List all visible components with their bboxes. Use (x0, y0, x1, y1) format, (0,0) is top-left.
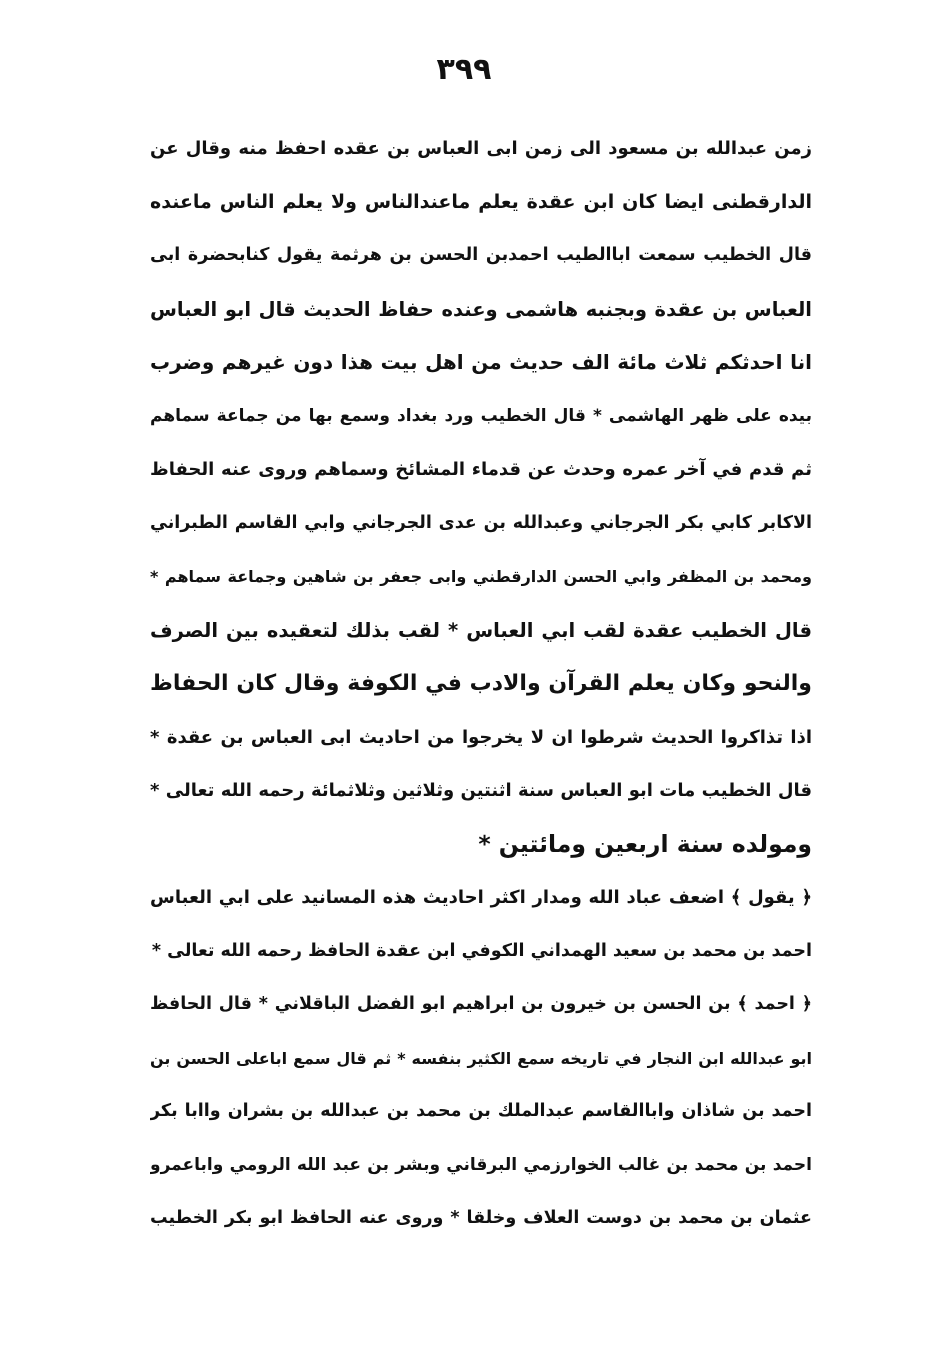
text-line: قال الخطيب عقدة لقب ابي العباس * لقب بذلك لتعقيده بين الصرف (150, 618, 812, 642)
text-line: ثم قدم في آخر عمره وحدث عن قدماء المشائخ وسماهم وروى عنه الحفاظ (150, 459, 812, 480)
text-line: اذا تذاكروا الحديث شرطوا ان لا يخرجوا من احاديث ابى العباس بن عقدة * (150, 726, 812, 748)
body-text (150, 122, 812, 1246)
text-line: قال الخطيب مات ابو العباس سنة اثنتين وثلاثين وثلاثمائة رحمه الله تعالى * (150, 780, 812, 801)
text-line: عثمان بن محمد بن دوست العلاف وخلقا * وروى عنه الحافظ ابو بكر الخطيب (150, 1208, 812, 1228)
text-line: العباس بن عقدة وبجنبه هاشمى وعنده حفاظ الحديث قال ابو العباس (150, 297, 812, 321)
text-line: ومولده سنة اربعين ومائتين * (478, 829, 812, 858)
text-line: احمد بن محمد بن غالب الخوارزمي البرقاني وبشر بن عبد الله الرومي واباعمرو (150, 1154, 812, 1175)
text-line: بيده على ظهر الهاشمى * قال الخطيب ورد بغداد وسمع بها من جماعة سماهم (150, 405, 812, 426)
text-line: والنحو وكان يعلم القرآن والادب في الكوفة وقال كان الحفاظ (150, 671, 812, 696)
page-number: ٣٩٩ (436, 52, 492, 87)
text-line: ﴿ يقول ﴾ اضعف عباد الله ومدار اكثر احاديث هذه المسانيد على ابي العباس (150, 887, 812, 908)
text-line: الدارقطنى ايضا كان ابن عقدة يعلم ماعندالناس ولا يعلم الناس ماعنده (150, 190, 812, 213)
text-line: احمد بن محمد بن سعيد الهمداني الكوفي ابن عقدة الحافظ رحمه الله تعالى * (151, 940, 812, 961)
text-line: زمن عبدالله بن مسعود الى زمن ابى العباس بن عقده احفظ منه وقال عن (150, 138, 812, 159)
text-line: ومحمد بن المظفر وابي الحسن الدارقطني وابى جعفر بن شاهين وجماعة سماهم * (150, 567, 812, 586)
text-line: احمد بن شاذان واباالقاسم عبدالملك بن محمد بن عبدالله بن بشران واابا بكر (150, 1101, 812, 1121)
text-line: ﴿ احمد ﴾ بن الحسن بن خيرون بن ابراهيم ابو الفضل الباقلاني * قال الحافظ (150, 994, 812, 1014)
text-line: الاكابر كابي بكر الجرجاني وعبدالله بن عدى الجرجاني وابي القاسم الطبراني (150, 512, 812, 533)
text-line: ابو عبدالله ابن النجار في تاريخه سمع الكثير بنفسه * ثم قال سمع اباعلى الحسن بن (150, 1048, 812, 1068)
text-line: انا احدثكم ثلاث مائة الف حديث من اهل بيت هذا دون غيرهم وضرب (150, 350, 812, 374)
text-line: قال الخطيب سمعت اباالطيب احمدبن الحسن بن هرثمة يقول كنابحضرة ابى (150, 245, 812, 265)
